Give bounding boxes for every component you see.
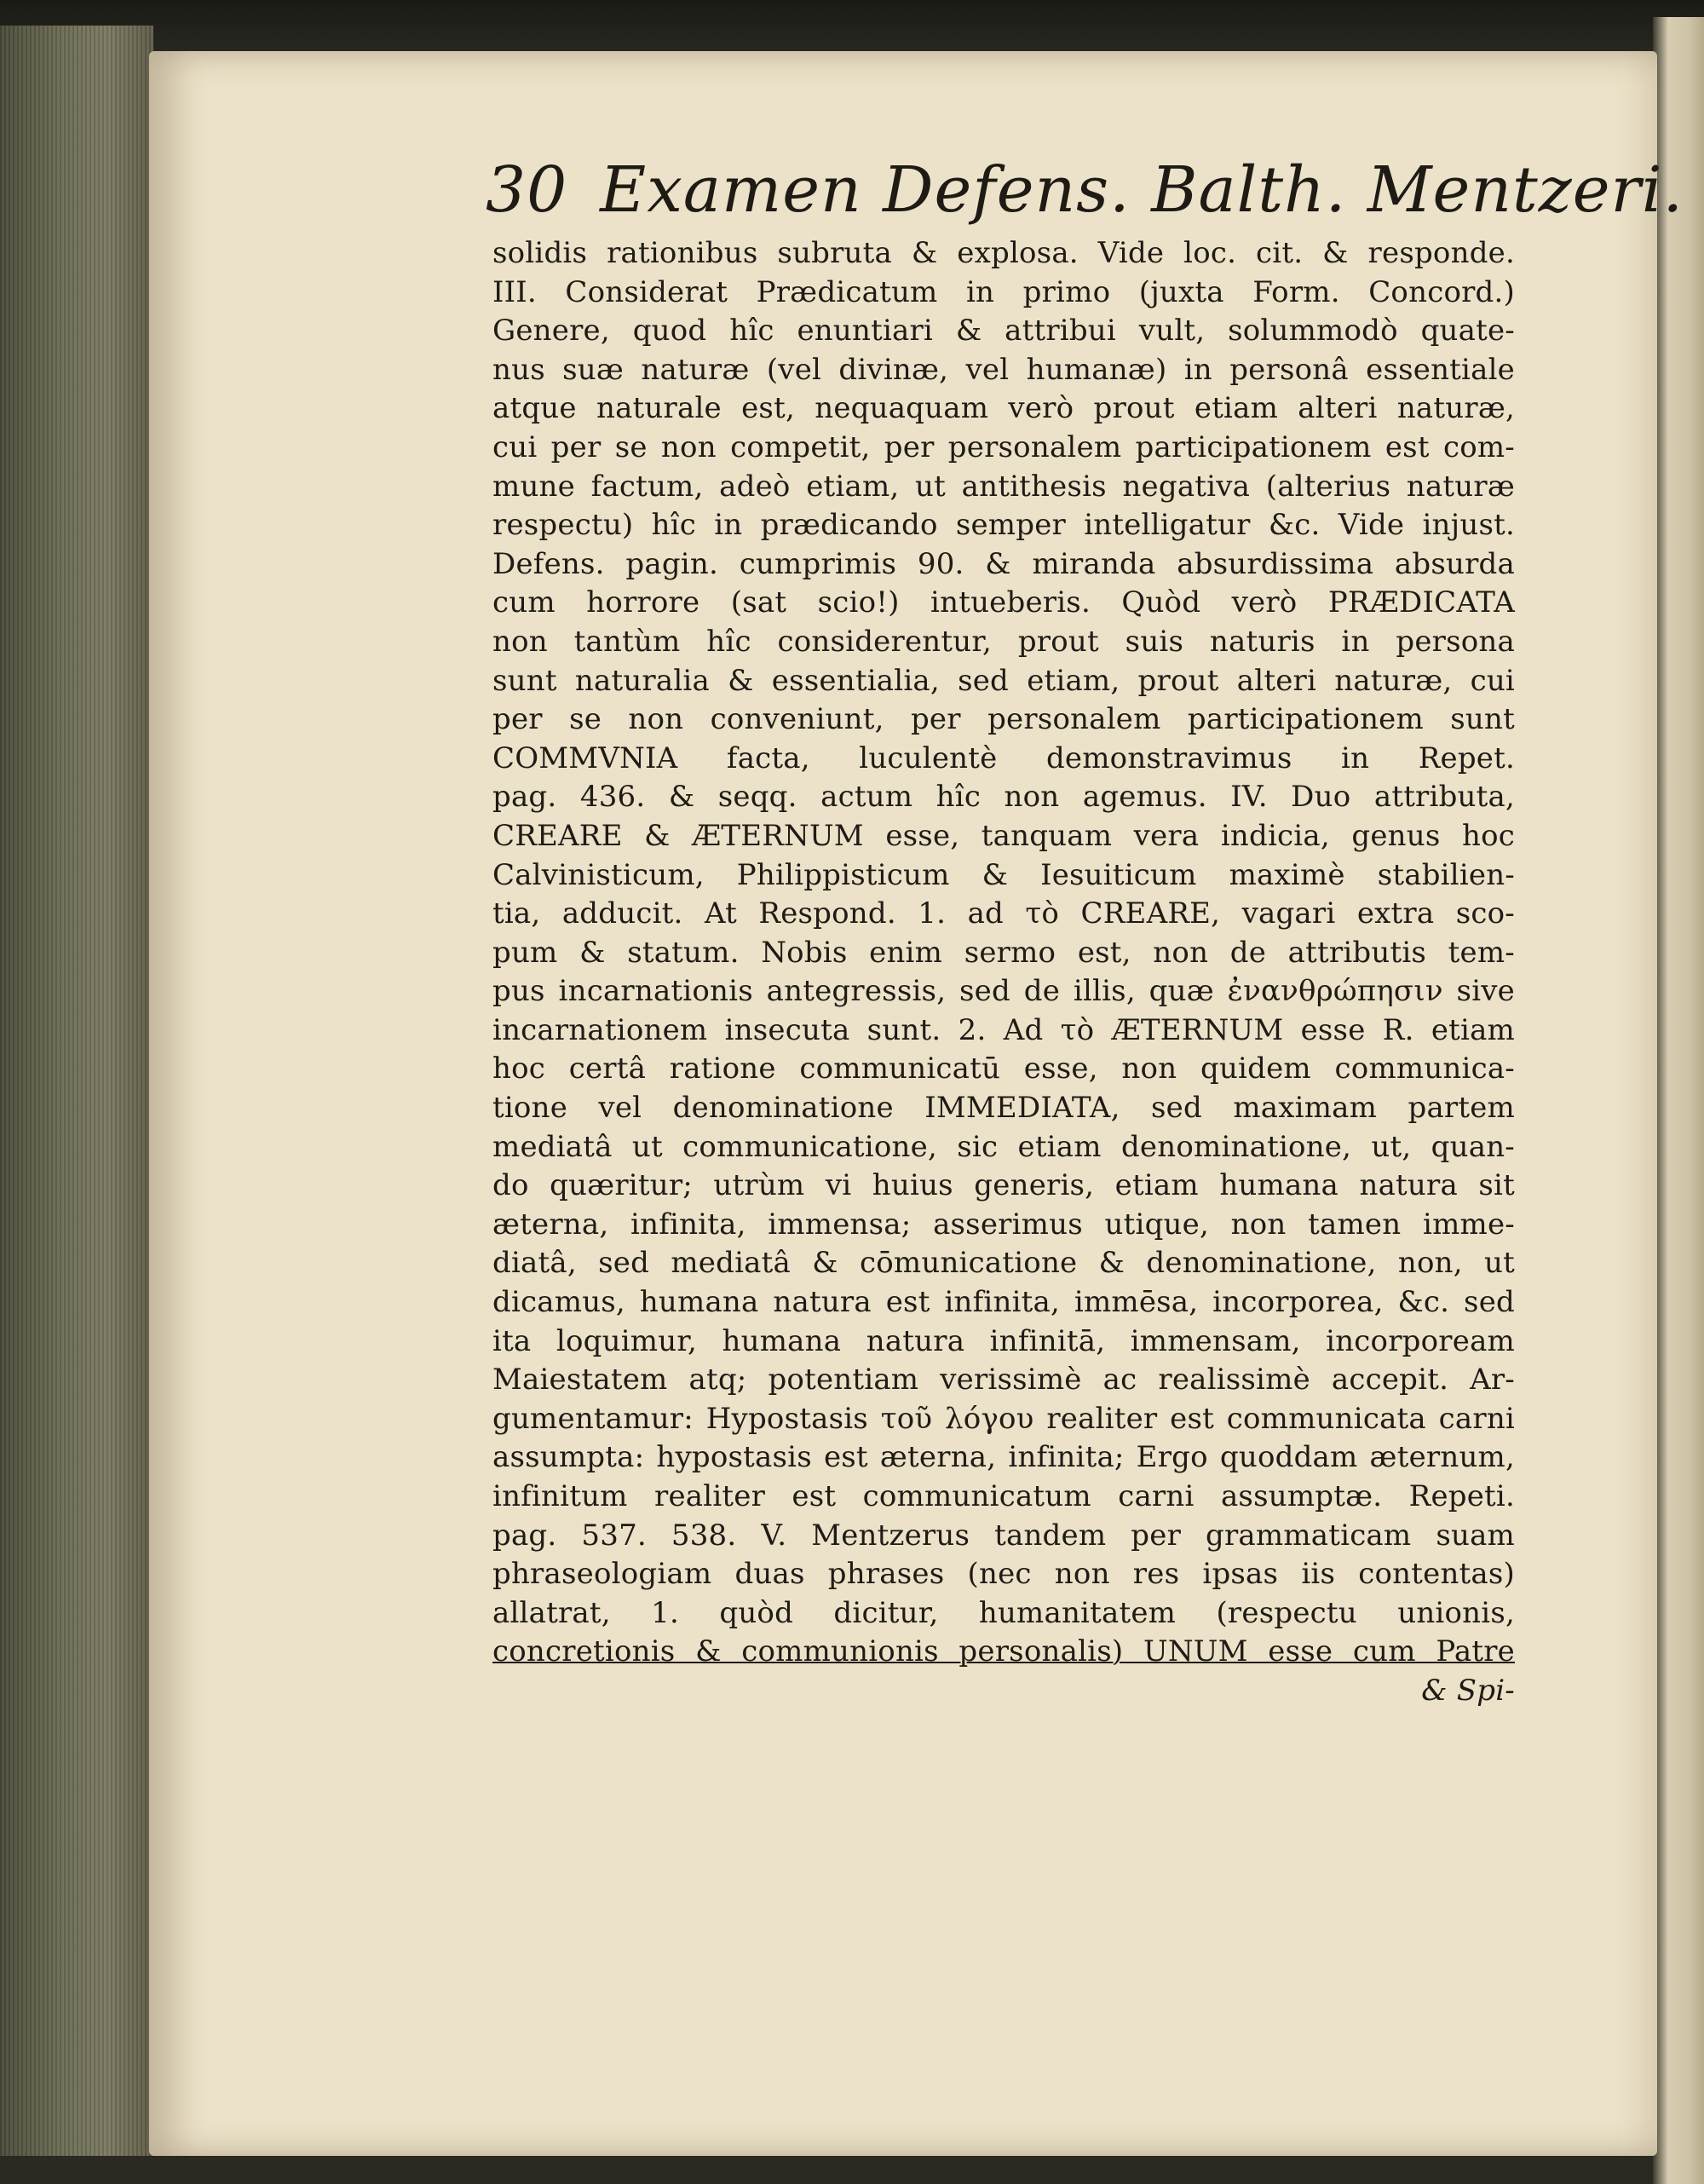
text-line: atque naturale est, nequaquam verò prout etiam alteri naturæ, — [492, 391, 1515, 426]
text-line: Maiestatem atq; potentiam verissimè ac realissimè accepit. Ar- — [492, 1363, 1515, 1397]
text-line: mediatâ ut communicatione, sic etiam denominatione, ut, quan- — [492, 1129, 1515, 1164]
text-line: gumentamur: Hypostasis τοῦ λόγου realiter est communicata carni — [492, 1401, 1515, 1436]
text-line: phraseologiam duas phrases (nec non res ipsas iis contentas) — [492, 1557, 1515, 1592]
text-line: non tantùm hîc considerentur, prout suis naturis in persona — [492, 624, 1515, 659]
page-number: 30 — [486, 153, 568, 227]
text-line: respectu) hîc in prædicando semper intelligatur &c. Vide injust. — [492, 508, 1515, 543]
text-line: hoc certâ ratione communicatū esse, non quidem communica- — [492, 1052, 1515, 1086]
book-page-edge-right — [1653, 17, 1704, 2184]
text-line: pag. 537. 538. V. Mentzerus tandem per grammaticam suam — [492, 1518, 1515, 1553]
text-line: assumpta: hypostasis est æterna, infinita; Ergo quoddam æternum, — [492, 1440, 1515, 1475]
text-line: allatrat, 1. quòd dicitur, humanitatem (respectu unionis, — [492, 1595, 1515, 1630]
catchword: & Spi- — [1421, 1673, 1515, 1708]
book-page-edges-left — [0, 26, 153, 2156]
text-line: pus incarnationis antegressis, sed de illis, quæ ἐνανθρώπησιν sive — [492, 974, 1515, 1009]
text-line: CREARE & ÆTERNUM esse, tanquam vera indicia, genus hoc — [492, 818, 1515, 853]
body-text — [492, 234, 1515, 1711]
text-line: III. Considerat Prædicatum in primo (juxta Form. Concord.) — [492, 274, 1515, 309]
text-line: cui per se non competit, per personalem participationem est com- — [492, 429, 1515, 464]
text-line: diatâ, sed mediatâ & cōmunicatione & denominatione, non, ut — [492, 1246, 1515, 1281]
text-line: tia, adducit. At Respond. 1. ad τὸ CREARE, vagari extra sco- — [492, 896, 1515, 931]
text-line: per se non conveniunt, per personalem participationem sunt — [492, 702, 1515, 737]
text-line: Calvinisticum, Philippisticum & Iesuiticum maximè stabilien- — [492, 857, 1515, 892]
text-line: Defens. pagin. cumprimis 90. & miranda absurdissima absurda — [492, 546, 1515, 581]
text-line: solidis rationibus subruta & explosa. Vide loc. cit. & responde. — [492, 236, 1515, 270]
text-line: Genere, quod hîc enuntiari & attribui vult, solummodò quate- — [492, 314, 1515, 349]
text-line: cum horrore (sat scio!) intueberis. Quòd verò PRÆDICATA — [492, 585, 1515, 620]
running-title: Examen Defens. Balth. Mentzeri. — [600, 153, 1684, 227]
text-line: COMMVNIA facta, luculentè demonstravimus in Repet. — [492, 740, 1515, 775]
text-line: æterna, infinita, immensa; asserimus utique, non tamen imme- — [492, 1207, 1515, 1242]
text-line: tione vel denominatione IMMEDIATA, sed maximam partem — [492, 1091, 1515, 1126]
text-line: sunt naturalia & essentialia, sed etiam, prout alteri naturæ, cui — [492, 663, 1515, 698]
text-line: incarnationem insecuta sunt. 2. Ad τὸ ÆTERNUM esse R. etiam — [492, 1012, 1515, 1047]
text-line: pag. 436. & seqq. actum hîc non agemus. IV. Duo attributa, — [492, 780, 1515, 815]
text-line: pum & statum. Nobis enim sermo est, non de attributis tem- — [492, 935, 1515, 970]
running-head — [486, 153, 1684, 247]
text-line: dicamus, humana natura est infinita, immēsa, incorporea, &c. sed — [492, 1285, 1515, 1320]
text-line: do quæritur; utrùm vi huius generis, etiam humana natura sit — [492, 1168, 1515, 1203]
text-line: infinitum realiter est communicatum carni assumptæ. Repeti. — [492, 1479, 1515, 1513]
text-line: concretionis & communionis personalis) UNUM esse cum Patre — [492, 1634, 1515, 1669]
text-line: nus suæ naturæ (vel divinæ, vel humanæ) in personâ essentiale — [492, 352, 1515, 387]
text-line: ita loquimur, humana natura infinitā, immensam, incorpoream — [492, 1323, 1515, 1358]
text-line: mune factum, adeò etiam, ut antithesis negativa (alterius naturæ — [492, 469, 1515, 504]
